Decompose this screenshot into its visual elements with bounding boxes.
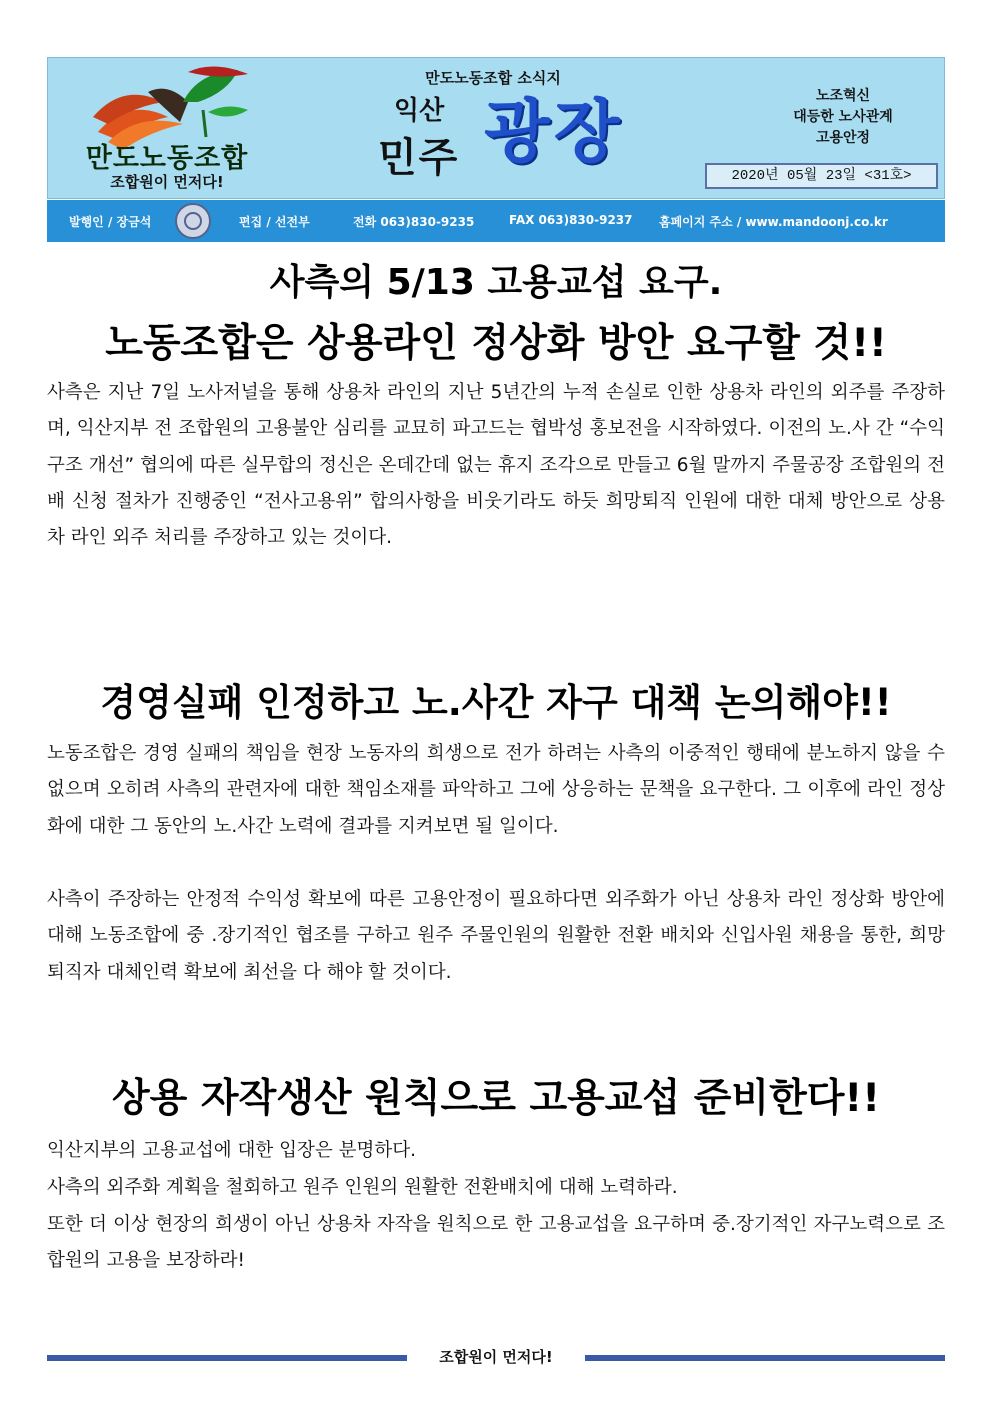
paragraph: 사측의 외주화 계획을 철회하고 원주 인원의 원활한 전환배치에 대해 노력하라. (47, 1177, 678, 1198)
homepage-link[interactable]: 홈페이지 주소 / www.mandoonj.co.kr (659, 215, 888, 229)
phone: 전화 063)830-9235 (353, 215, 475, 229)
footer-rule-right (585, 1355, 945, 1361)
motto (738, 86, 948, 149)
publisher: 발행인 / 장금석 (69, 215, 152, 229)
union-slogan: 조합원이 먼저다! (110, 173, 224, 191)
motto-line: 고용안정 (815, 130, 871, 146)
footer-slogan: 조합원이 먼저다! (439, 1348, 553, 1366)
seal-icon (175, 203, 211, 239)
headline-1b: 노동조합은 상용라인 정상화 방안 요구할 것!! (105, 321, 887, 366)
motto-line: 노조혁신 (815, 88, 871, 104)
union-name: 만도노동조합 (85, 143, 249, 174)
newsletter-title: 광장 (484, 93, 624, 172)
headline-3: 상용 자작생산 원칙으로 고용교섭 준비한다!! (111, 1076, 880, 1121)
issue-date: 2020년 05월 23일 <31호> (705, 163, 938, 189)
region-label: 익산 (394, 96, 445, 126)
paragraph: 노동조합은 경영 실패의 책임을 현장 노동자의 희생으로 전가 하려는 사측의 이중적인 행태에 분노하지 않을 수 없으며 오히려 사측의 관련자에 대한 책임소재를 파악하고 그에 상응하는 문책을 요구한다. 그 이후에 라인 정상화에 대한 그 동안의 노.사간 노력에 결과를 지켜보면 될 일이다. (47, 743, 945, 837)
paragraph: 사측은 지난 7일 노사저널을 통해 상용차 라인의 지난 5년간의 누적 손실로 인한 상용차 라인의 외주를 주장하며, 익산지부 전 조합원의 고용불안 심리를 교묘히 파고드는 협박성 홍보전을 시작하였다. 이전의 노.사 간 “수익구조 개선” 협의에 따른 실무합의 정신은 온데간데 없는 휴지 조각으로 만들고 6월 말까지 주물공장 조합원의 전배 신청 절차가 진행중인 “전사고용위” 합의사항을 비웃기라도 하듯 희망퇴직 인원에 대한 대체 방안으로 상용차 라인 외주 처리를 주장하고 있는 것이다. (47, 382, 945, 549)
paragraph: 익산지부의 고용교섭에 대한 입장은 분명하다. (47, 1140, 416, 1161)
headline-1: 사측의 5/13 고용교섭 요구. (269, 262, 723, 303)
title-prefix: 민주 (378, 135, 460, 181)
info-bar (47, 200, 945, 242)
fax: FAX 063)830-9237 (509, 213, 633, 227)
footer-rule-left (47, 1355, 407, 1361)
paragraph: 또한 더 이상 현장의 희생이 아닌 상용차 자작을 원칙으로 한 고용교섭을 요구하며 중.장기적인 자구노력으로 조합원의 고용을 보장하라! (47, 1214, 945, 1272)
paper-subtitle: 만도노동조합 소식지 (425, 69, 561, 87)
masthead (47, 57, 945, 199)
paragraph: 사측이 주장하는 안정적 수익성 확보에 따른 고용안정이 필요하다면 외주화가 아닌 상용차 라인 정상화 방안에 대해 노동조합에 중 .장기적인 협조를 구하고 원주 주물인원의 원활한 전환 배치와 신입사원 채용을 통한, 희망 퇴직자 대체인력 확보에 최선을 다 해야 할 것이다. (47, 889, 945, 983)
motto-line: 대등한 노사관계 (793, 109, 893, 125)
editor: 편집 / 선전부 (239, 215, 310, 229)
headline-2: 경영실패 인정하고 노.사간 자구 대책 논의해야!! (100, 681, 892, 724)
